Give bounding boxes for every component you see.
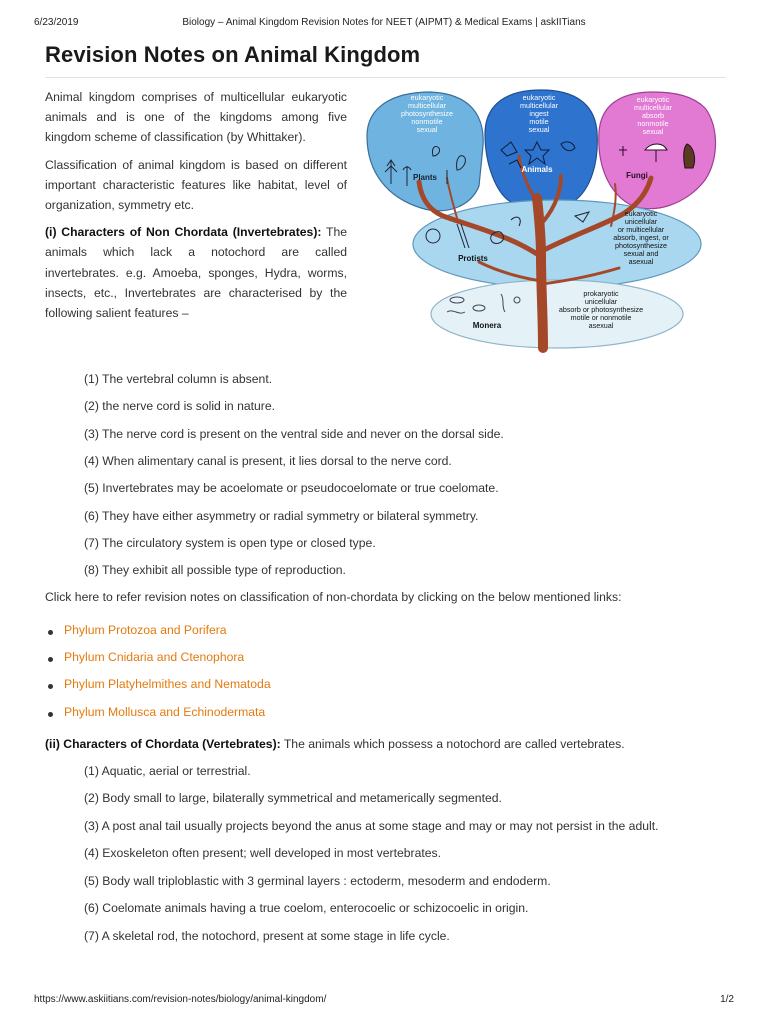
plants-desc-line: multicellular bbox=[408, 101, 446, 110]
link-cnidaria-ctenophora[interactable]: Phylum Cnidaria and Ctenophora bbox=[64, 650, 245, 664]
chordata-intro-text: The animals which possess a notochord are called vertebrates. bbox=[280, 737, 625, 751]
chordata-feature: (3) A post anal tail usually projects beyond the anus at some stage and may or may not persist in the adult. bbox=[84, 819, 659, 833]
noncordata-intro bbox=[45, 222, 347, 323]
print-header bbox=[34, 17, 734, 31]
chordata-feature: (6) Coelomate animals having a true coelom, enterocoelic or schizocoelic in origin. bbox=[84, 901, 529, 915]
links-intro: Click here to refer revision notes on classification of non-chordata by clicking on the below mentioned links: bbox=[45, 590, 622, 604]
noncordata-feature: (4) When alimentary canal is present, it lies dorsal to the nerve cord. bbox=[84, 454, 452, 468]
noncordata-feature: (8) They exhibit all possible type of reproduction. bbox=[84, 563, 346, 577]
plants-desc-line: sexual bbox=[416, 125, 438, 134]
link-mollusca-echinodermata[interactable]: Phylum Mollusca and Echinodermata bbox=[64, 705, 266, 719]
monera-label: Monera bbox=[472, 321, 502, 330]
animals-desc-line: sexual bbox=[528, 125, 550, 134]
noncordata-feature: (5) Invertebrates may be acoelomate or pseudocoelomate or true coelomate. bbox=[84, 481, 499, 495]
noncordata-intro-text: The animals which lack a notochord are called invertebrates. e.g. Amoeba, sponges, Hydra, worms, insects, etc., Invertebrates are characterised by the following salient features – bbox=[45, 225, 348, 321]
fungi-label: Fungi bbox=[626, 171, 648, 180]
title-divider bbox=[45, 77, 726, 78]
protists-desc-line: eukaryotic bbox=[624, 209, 658, 218]
protists-desc-line: unicellular bbox=[624, 217, 658, 226]
bullet-icon bbox=[48, 684, 53, 689]
noncordata-heading: (i) Characters of Non Chordata (Invertebrates): bbox=[45, 225, 322, 240]
protists-desc-line: photosynthesize bbox=[615, 241, 667, 250]
link-protozoa-porifera[interactable]: Phylum Protozoa and Porifera bbox=[64, 623, 227, 637]
noncordata-feature: (7) The circulatory system is open type or closed type. bbox=[84, 536, 376, 550]
protists-label: Protists bbox=[458, 254, 488, 263]
monera-desc-line: asexual bbox=[588, 321, 614, 330]
chordata-feature: (7) A skeletal rod, the notochord, present at some stage in life cycle. bbox=[84, 929, 450, 943]
intro-column bbox=[45, 87, 347, 330]
print-date: 6/23/2019 bbox=[34, 17, 79, 28]
fungi-desc-line: nonmotile bbox=[637, 119, 669, 128]
page-title: Revision Notes on Animal Kingdom bbox=[45, 42, 421, 67]
protists-desc-line: asexual bbox=[628, 257, 654, 266]
animals-desc-line: multicellular bbox=[520, 101, 558, 110]
animals-desc-line: ingest bbox=[529, 109, 549, 118]
print-url: https://www.askiitians.com/revision-notes/biology/animal-kingdom/ bbox=[34, 994, 327, 1005]
fungi-desc-line: sexual bbox=[642, 127, 664, 136]
fungi-desc-line: absorb bbox=[642, 111, 664, 120]
link-platyhelmithes-nematoda[interactable]: Phylum Platyhelmithes and Nematoda bbox=[64, 677, 271, 691]
noncordata-feature: (2) the nerve cord is solid in nature. bbox=[84, 399, 276, 413]
print-footer bbox=[34, 994, 734, 1008]
plants-desc-line: photosynthesize bbox=[401, 109, 453, 118]
noncordata-feature: (1) The vertebral column is absent. bbox=[84, 372, 273, 386]
monera-desc-line: unicellular bbox=[584, 297, 618, 306]
noncordata-feature: (3) The nerve cord is present on the ventral side and never on the dorsal side. bbox=[84, 427, 504, 441]
protists-desc-line: or multicellular bbox=[617, 225, 665, 234]
chordata-feature: (2) Body small to large, bilaterally symmetrical and metamerically segmented. bbox=[84, 791, 502, 805]
animals-desc-line: eukaryotic bbox=[522, 93, 556, 102]
fungi-desc-line: eukaryotic bbox=[636, 95, 670, 104]
plants-label: Plants bbox=[412, 173, 438, 182]
monera-oval bbox=[431, 280, 683, 348]
plants-desc-line: eukaryotic bbox=[410, 93, 444, 102]
chordata-feature: (1) Aquatic, aerial or terrestrial. bbox=[84, 764, 251, 778]
protists-desc-line: absorb, ingest, or bbox=[613, 233, 669, 242]
noncordata-feature: (6) They have either asymmetry or radial symmetry or bilateral symmetry. bbox=[84, 509, 479, 523]
print-page-title: Biology – Animal Kingdom Revision Notes for NEET (AIPMT) & Medical Exams | askIITians bbox=[182, 17, 586, 28]
monera-desc-line: absorb or photosynthesize bbox=[558, 305, 644, 314]
intro-paragraph-1: Animal kingdom comprises of multicellular eukaryotic animals and is one of the kingdoms among five kingdom scheme of classification (by Whittaker). bbox=[45, 90, 347, 145]
intro-paragraph-2: Classification of animal kingdom is based on different important characteristic features like habitat, level of organization, symmetry etc. bbox=[45, 157, 347, 213]
plants-desc-line: nonmotile bbox=[411, 117, 443, 126]
bullet-icon bbox=[48, 630, 53, 635]
protists-desc-line: sexual and bbox=[623, 249, 659, 258]
monera-desc-line: prokaryotic bbox=[583, 289, 619, 298]
chordata-feature: (5) Body wall triploblastic with 3 germinal layers : ectoderm, mesoderm and endoderm. bbox=[84, 874, 551, 888]
chordata-heading: (ii) Characters of Chordata (Vertebrates): bbox=[45, 737, 281, 751]
print-page-number: 1/2 bbox=[720, 994, 734, 1005]
five-kingdom-tree-figure bbox=[361, 86, 723, 368]
fungi-desc-line: multicellular bbox=[634, 103, 672, 112]
chordata-intro bbox=[45, 737, 735, 751]
bullet-icon bbox=[48, 712, 53, 717]
animals-label: Animals bbox=[521, 165, 553, 174]
monera-desc-line: motile or nonmotile bbox=[570, 313, 632, 322]
bullet-icon bbox=[48, 657, 53, 662]
chordata-feature: (4) Exoskeleton often present; well developed in most vertebrates. bbox=[84, 846, 442, 860]
animals-desc-line: motile bbox=[529, 117, 549, 126]
